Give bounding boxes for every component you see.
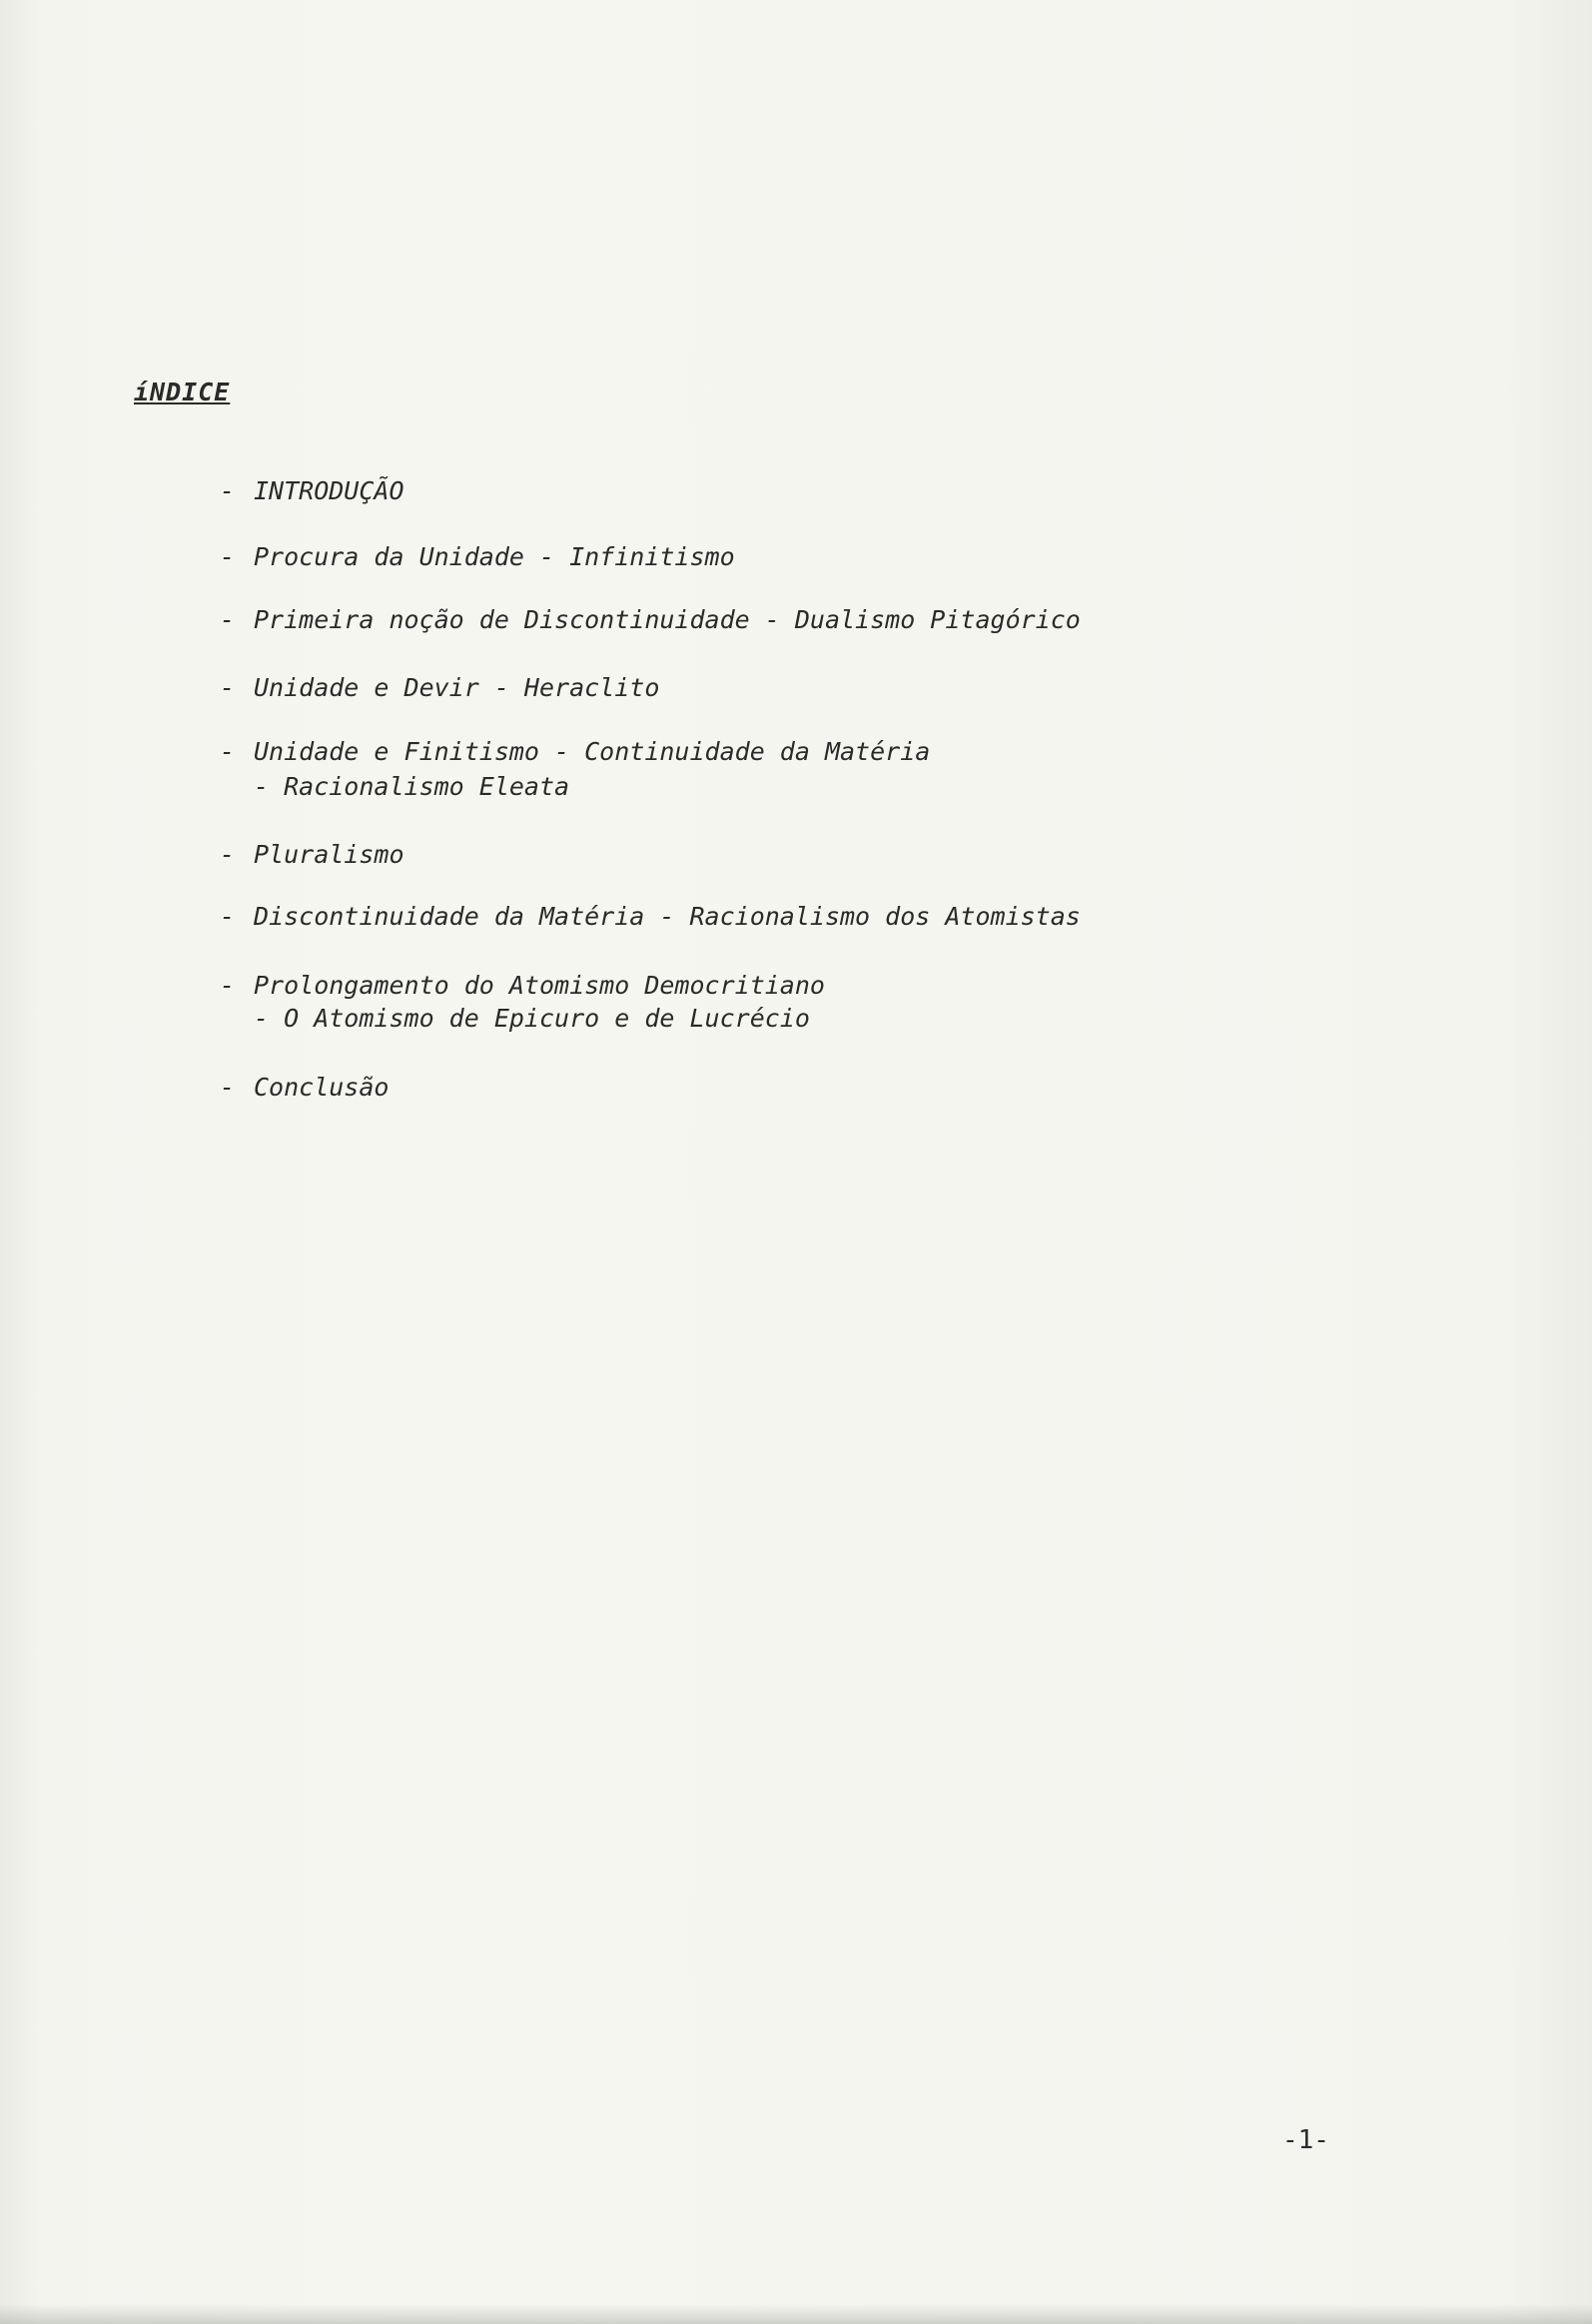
toc-title: Primeira noção de Discontinuidade - Dualismo Pitagórico <box>254 605 1081 634</box>
toc-title: INTRODUÇÃO <box>254 476 404 505</box>
toc-title: Discontinuidade da Matéria - Racionalismo dos Atomistas <box>254 902 1081 931</box>
toc-dash: - <box>220 840 236 869</box>
toc-title: Unidade e Finitismo - Continuidade da Matéria <box>254 737 931 766</box>
toc-title: Pluralismo <box>254 840 404 869</box>
page-number: -1- <box>1282 2125 1329 2155</box>
toc-title: Prolongamento do Atomismo Democritiano <box>254 971 825 1000</box>
toc-dash: - <box>220 1073 236 1102</box>
toc-dash: - <box>220 673 236 702</box>
toc-title: Unidade e Devir - Heraclito <box>254 673 660 702</box>
toc-dash: - <box>220 971 236 1000</box>
toc-dash: - <box>220 902 236 931</box>
toc-dash: - <box>220 605 236 634</box>
toc-continuation: - Racionalismo Eleata <box>254 772 570 801</box>
index-heading: íNDICE <box>134 378 231 406</box>
toc-dash: - <box>220 737 236 766</box>
toc-dash: - <box>220 542 236 571</box>
toc-dash: - <box>220 476 236 505</box>
toc-title: Conclusão <box>254 1073 390 1102</box>
toc-title: Procura da Unidade - Infinitismo <box>254 542 735 571</box>
toc-continuation: - O Atomismo de Epicuro e de Lucrécio <box>254 1004 810 1033</box>
